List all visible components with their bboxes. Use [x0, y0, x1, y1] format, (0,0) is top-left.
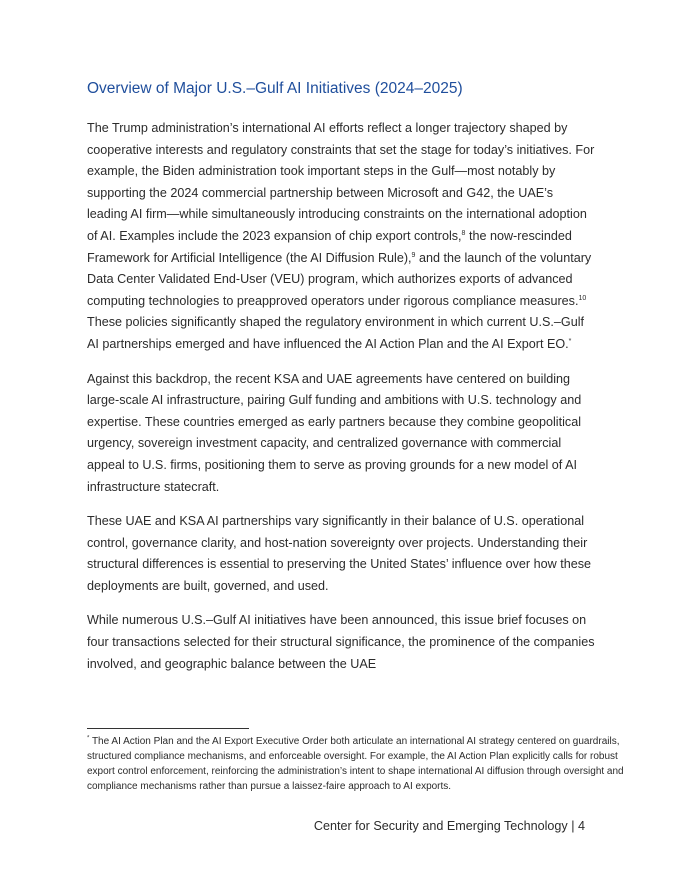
page-footer: Center for Security and Emerging Technology | 4 [313, 819, 585, 833]
section-heading: Overview of Major U.S.–Gulf AI Initiatives (2024–2025) [87, 80, 463, 97]
paragraph-1-part-d: These policies significantly shaped the regulatory environment in which current U.S.–Gulf AI partnerships emerged and have influenced the AI Action Plan and the AI Export EO. [87, 315, 585, 351]
footnote-ref-8[interactable]: 8 [461, 229, 466, 237]
paragraph-2: Against this backdrop, the recent KSA and UAE agreements have centered on building large-scale AI infrastructure, pairing Gulf funding and ambitions with U.S. technology and expertise. These countries emerged as early partners because they combine geopolitical urgency, sovereign investment capacity, and centralized governance with commercial appeal to U.S. firms, positioning them to serve as proving grounds for a new model of AI infrastructure statecraft. [87, 371, 582, 494]
document-page [87, 78, 597, 688]
footnote-marker: * [87, 735, 90, 742]
paragraph-1-part-a: The Trump administration’s international AI efforts reflect a longer trajectory shaped by cooperative interests and regulatory constraints that set the stage for today’s initiatives. For example, the Biden administration took important steps in the Gulf—most notably by supporting the 2024 commercial partnership between Microsoft and G42, the UAE’s leading AI firm—while simultaneously introducing constraints on the international adoption of AI. Examples include the 2023 expansion of chip export controls, [87, 121, 595, 243]
paragraph-3: These UAE and KSA AI partnerships vary significantly in their balance of U.S. operational control, governance clarity, and host-nation sovereignty over projects. Understanding their structural differences is essential to preserving the United States’ influence over how these deployments are built, governed, and used. [87, 514, 592, 593]
footnote-text: The AI Action Plan and the AI Export Executive Order both articulate an international AI strategy centered on guardrails, structured compliance mechanisms, and enforceable oversight. For example, the AI Action Plan explicitly calls for robust export control enforcement, reinforcing the administration’s intent to shape international AI diffusion through oversight and compliance mechanisms rather than pursue a laissez-faire approach to AI exports. [87, 736, 624, 792]
footnote-divider [87, 728, 249, 729]
paragraph-1-part-b: the now-rescinded Framework for Artificial Intelligence (the AI Diffusion Rule), [87, 228, 572, 265]
paragraph-1-part-c: and the launch of the voluntary Data Center Validated End-User (VEU) program, which authorizes exports of advanced computing technologies to preapproved operators under rigorous compliance measures. [87, 250, 592, 308]
footnote [87, 734, 632, 794]
paragraph-1 [87, 118, 597, 356]
footnote-ref-9[interactable]: 9 [411, 251, 416, 259]
footnote-ref-star[interactable]: * [568, 337, 572, 345]
paragraph-4: While numerous U.S.–Gulf AI initiatives have been announced, this issue brief focuses on four transactions selected for their structural significance, the prominence of the companies involved, and geographic balance between the UAE [87, 613, 595, 671]
footnote-ref-10[interactable]: 10 [578, 294, 587, 302]
